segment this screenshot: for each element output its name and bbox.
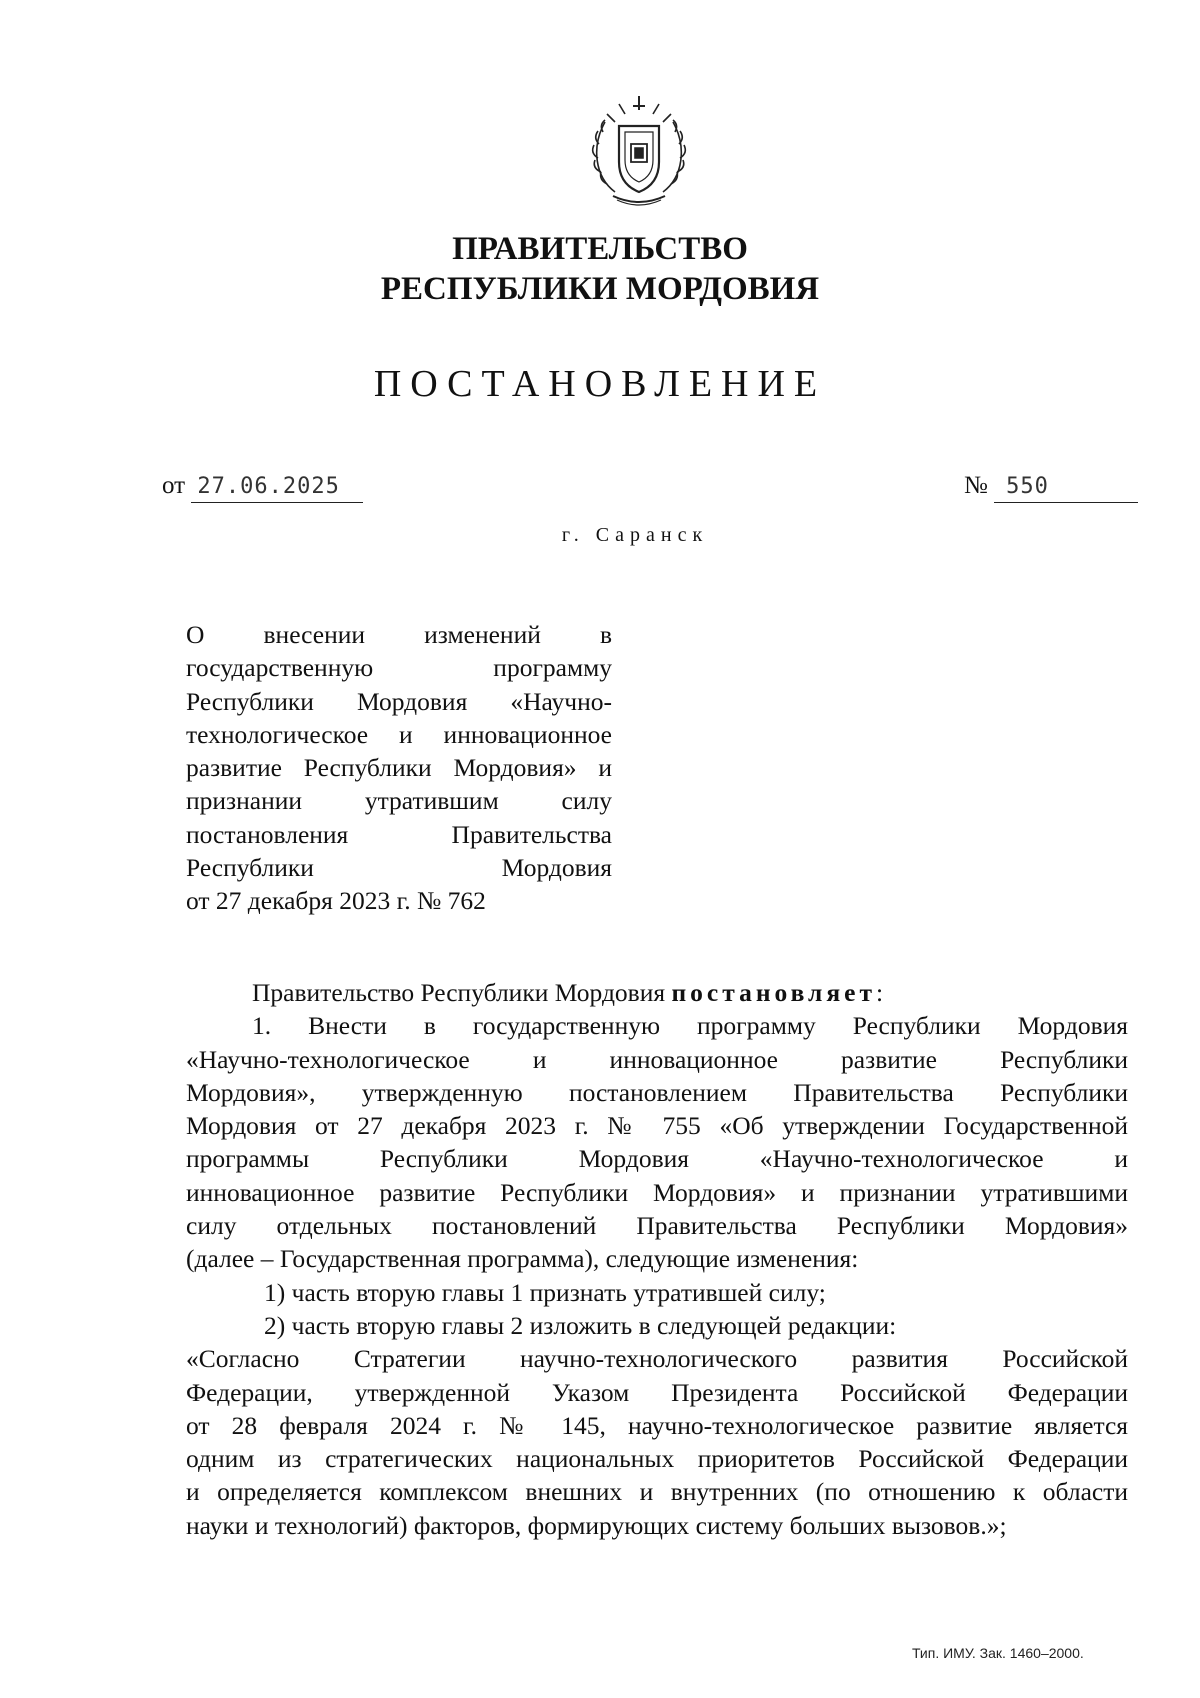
date-value: 27.06.2025 bbox=[191, 472, 363, 503]
date-prefix: от bbox=[162, 472, 186, 499]
paragraph-line: Мордовия», утвержденную постановлением Правительства Республики bbox=[186, 1077, 1128, 1107]
number-value: 550 bbox=[994, 472, 1138, 503]
quote-line: науки и технологий) факторов, формирующих систему больших вызовов.»; bbox=[186, 1510, 1007, 1540]
preamble-verb: постановляет bbox=[671, 978, 877, 1007]
quote-line: от 28 февраля 2024 г. № 145, научно-технологическое развитие является bbox=[186, 1410, 1128, 1440]
subject-line: государственную программу bbox=[186, 653, 612, 683]
paragraph-line: силу отдельных постановлений Правительства Республики Мордовия» bbox=[186, 1211, 1128, 1241]
preamble-text: Правительство Республики Мордовия bbox=[252, 978, 666, 1007]
list-item-1: 1) часть вторую главы 1 признать утратившей силу; bbox=[264, 1277, 826, 1307]
number-prefix: № bbox=[964, 472, 988, 499]
paragraph-line: 1. Внести в государственную программу Республики Мордовия bbox=[252, 1011, 1128, 1041]
subject-line: технологическое и инновационное bbox=[186, 719, 612, 749]
paragraph-line: Мордовия от 27 декабря 2023 г. № 755 «Об утверждении Государственной bbox=[186, 1111, 1128, 1141]
document-type-title: ПОСТАНОВЛЕНИЕ bbox=[373, 363, 827, 405]
list-item-2: 2) часть вторую главы 2 изложить в следующей редакции: bbox=[264, 1310, 897, 1340]
government-title-line2: РЕСПУБЛИКИ МОРДОВИЯ bbox=[380, 271, 820, 307]
subject-block bbox=[186, 618, 612, 918]
paragraph-line: инновационное развитие Республики Мордовия» и признании утратившими bbox=[186, 1177, 1128, 1207]
subject-line: постановления Правительства bbox=[186, 819, 612, 849]
preamble bbox=[186, 976, 1128, 1009]
paragraph-line: (далее – Государственная программа), следующие изменения: bbox=[186, 1244, 859, 1274]
subject-line: Республики Мордовия bbox=[186, 853, 612, 883]
number-field bbox=[964, 471, 1138, 503]
government-title-line1: ПРАВИТЕЛЬСТВО bbox=[452, 231, 748, 267]
paragraph-line: программы Республики Мордовия «Научно-технологическое и bbox=[186, 1144, 1128, 1174]
city-line: г. Саранск bbox=[561, 524, 709, 546]
subject-line: от 27 декабря 2023 г. № 762 bbox=[186, 886, 486, 916]
quote-line: Федерации, утвержденной Указом Президента Российской Федерации bbox=[186, 1377, 1128, 1407]
document-body bbox=[186, 976, 1128, 1542]
subject-line: признании утратившим силу bbox=[186, 786, 612, 816]
printer-mark: Тип. ИМУ. Зак. 1460–2000. bbox=[912, 1645, 1084, 1661]
coat-of-arms-emblem bbox=[585, 92, 693, 210]
paragraph-line: «Научно-технологическое и инновационное развитие Республики bbox=[186, 1044, 1128, 1074]
quote-line: одним из стратегических национальных приоритетов Российской Федерации bbox=[186, 1444, 1128, 1474]
quote-line: и определяется комплексом внешних и внутренних (по отношению к области bbox=[186, 1477, 1128, 1507]
subject-line: развитие Республики Мордовия» и bbox=[186, 753, 612, 783]
quote-line: «Согласно Стратегии научно-технологического развития Российской bbox=[186, 1344, 1128, 1374]
subject-line: Республики Мордовия «Научно- bbox=[186, 686, 612, 716]
date-field bbox=[162, 471, 363, 503]
preamble-end: : bbox=[876, 978, 884, 1007]
subject-line: О внесении изменений в bbox=[186, 620, 612, 649]
